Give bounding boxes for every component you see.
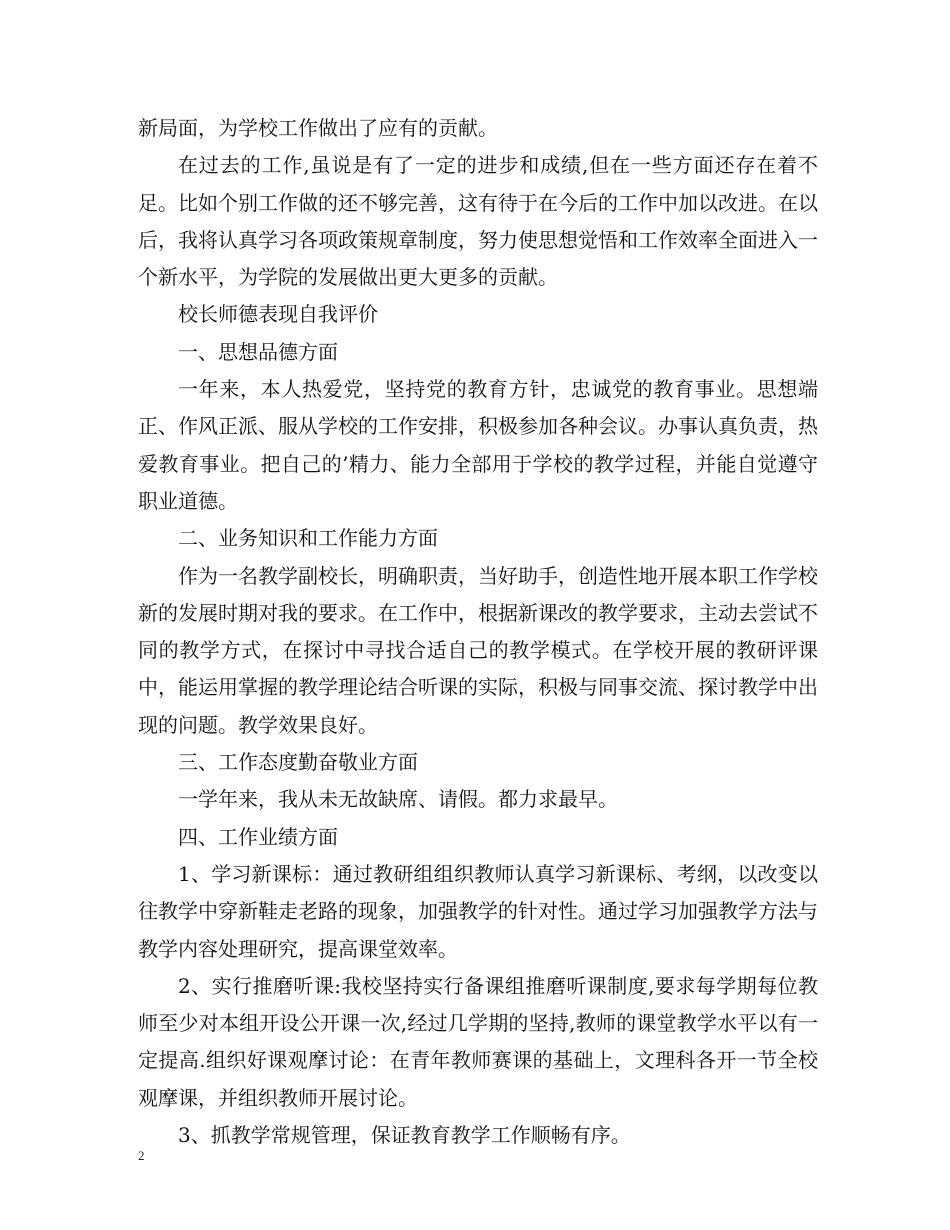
section-heading: 一、思想品德方面 bbox=[178, 339, 338, 364]
document-body bbox=[138, 110, 818, 1154]
page-number: 2 bbox=[138, 1148, 145, 1163]
section-title: 校长师德表现自我评价 bbox=[178, 302, 378, 327]
section-heading: 三、工作态度勤奋敬业方面 bbox=[178, 750, 418, 775]
paragraph: 一学年来，我从未无故缺席、请假。都力求最早。 bbox=[178, 787, 618, 812]
list-item: 2、实行推磨听课:我校坚持实行备课组推磨听课制度,要求每学期每位教师至少对本组开设公开课一次,经过几学期的坚持,教师的课堂教学水平以有一定提高.组织好课观摩讨论：在青年教师赛课的基础上，文理科各开一节全校观摩课，并组织教师开展讨论。 bbox=[138, 973, 818, 1110]
section-heading: 四、工作业绩方面 bbox=[178, 824, 338, 849]
section-heading: 二、业务知识和工作能力方面 bbox=[178, 526, 438, 551]
list-item: 3、抓教学常规管理，保证教育教学工作顺畅有序。 bbox=[178, 1123, 631, 1148]
paragraph: 一年来，本人热爱党，坚持党的教育方针，忠诚党的教育事业。思想端正、作风正派、服从学校的工作安排，积极参加各种会议。办事认真负责，热爱教育事业。把自己的’精力、能力全部用于学校的教学过程，并能自觉遵守职业道德。 bbox=[138, 377, 818, 513]
list-item: 1、学习新课标：通过教研组组织教师认真学习新课标、考纲，以改变以往教学中穿新鞋走老路的现象，加强教学的针对性。通过学习加强教学方法与教学内容处理研究，提高课堂效率。 bbox=[138, 861, 818, 961]
paragraph: 新局面，为学校工作做出了应有的贡献。 bbox=[138, 116, 498, 140]
paragraph: 在过去的工作,虽说是有了一定的进步和成绩,但在一些方面还存在着不足。比如个别工作做的还不够完善，这有待于在今后的工作中加以改进。在以后，我将认真学习各项政策规章制度，努力使思想觉悟和工作效率全面进入一个新水平，为学院的发展做出更大更多的贡献。 bbox=[138, 153, 818, 290]
paragraph: 作为一名教学副校长，明确职责，当好助手，创造性地开展本职工作学校新的发展时期对我的要求。在工作中，根据新课改的教学要求，主动去尝试不同的教学方式，在探讨中寻找合适自己的教学模式。在学校开展的教研评课中，能运用掌握的教学理论结合听课的实际，积极与同事交流、探讨教学中出现的问题。教学效果良好。 bbox=[138, 563, 818, 737]
